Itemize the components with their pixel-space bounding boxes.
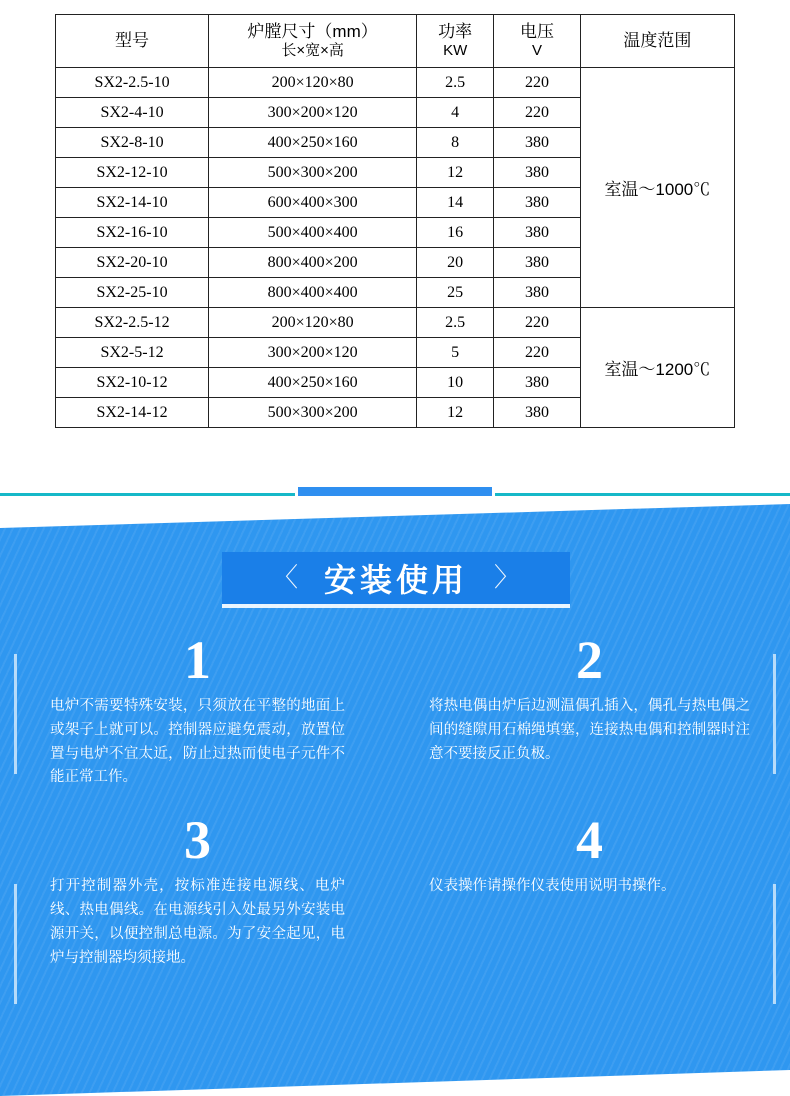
divider-line-right xyxy=(495,493,790,496)
step-text-3: 打开控制器外壳，按标准连接电源线、电炉线、热电偶线。在电源线引入处最另外安装电源开关，以便控制总电源。为了安全起见，电炉与控制器均须接地。 xyxy=(50,878,345,966)
step-number-1: 1 xyxy=(184,630,211,690)
cell-dimensions: 600×400×300 xyxy=(209,188,417,218)
cell-model: SX2-25-10 xyxy=(56,278,209,308)
column-header-dimensions xyxy=(209,15,417,68)
cell-model: SX2-2.5-10 xyxy=(56,68,209,98)
cell-model: SX2-2.5-12 xyxy=(56,308,209,338)
cell-model: SX2-12-10 xyxy=(56,158,209,188)
cell-dimensions: 400×250×160 xyxy=(209,368,417,398)
step-item-1 xyxy=(0,632,395,790)
cell-voltage: 380 xyxy=(494,278,581,308)
cell-power: 2.5 xyxy=(417,68,494,98)
column-header-power-sub: KW xyxy=(443,42,468,60)
step-item-2 xyxy=(395,632,790,790)
column-header-power-label: 功率 xyxy=(438,22,473,41)
cell-voltage: 380 xyxy=(494,158,581,188)
step-item-4 xyxy=(395,812,790,970)
cell-power: 16 xyxy=(417,218,494,248)
cell-voltage: 220 xyxy=(494,338,581,368)
cell-model: SX2-20-10 xyxy=(56,248,209,278)
cell-power: 12 xyxy=(417,398,494,428)
cell-power: 10 xyxy=(417,368,494,398)
cell-voltage: 220 xyxy=(494,308,581,338)
table-row xyxy=(56,308,735,338)
cell-voltage: 380 xyxy=(494,398,581,428)
section-divider xyxy=(0,487,790,501)
step-number-2: 2 xyxy=(576,630,603,690)
step-text-4: 仪表操作请操作仪表使用说明书操作。 xyxy=(429,878,676,895)
cell-temperature-range: 室温～1200℃ xyxy=(580,308,734,428)
step-number-3: 3 xyxy=(184,810,211,871)
column-header-temperature-label: 温度范围 xyxy=(623,31,692,51)
cell-model: SX2-16-10 xyxy=(56,218,209,248)
cell-power: 20 xyxy=(417,248,494,278)
cell-dimensions: 200×120×80 xyxy=(209,68,417,98)
cell-temperature-range: 室温～1000℃ xyxy=(580,68,734,308)
cell-voltage: 220 xyxy=(494,68,581,98)
divider-tab xyxy=(298,487,492,496)
column-header-voltage xyxy=(494,15,581,68)
column-header-dimensions-sub: 长×宽×高 xyxy=(281,42,344,60)
step-item-3 xyxy=(0,812,395,970)
cell-power: 2.5 xyxy=(417,308,494,338)
column-header-model xyxy=(56,15,209,68)
cell-dimensions: 500×300×200 xyxy=(209,398,417,428)
cell-dimensions: 500×300×200 xyxy=(209,158,417,188)
step-number-4: 4 xyxy=(576,810,603,871)
specification-table xyxy=(55,14,735,428)
chevron-left-icon: 〈 xyxy=(271,563,298,592)
cell-dimensions: 200×120×80 xyxy=(209,308,417,338)
cell-dimensions: 300×200×120 xyxy=(209,98,417,128)
cell-dimensions: 400×250×160 xyxy=(209,128,417,158)
step-text-1: 电炉不需要特殊安装，只须放在平整的地面上或架子上就可以。控制器应避免震动，放置位置与电炉不宜太近，防止过热而使电子元件不能正常工作。 xyxy=(50,697,345,786)
cell-power: 4 xyxy=(417,98,494,128)
column-header-voltage-sub: V xyxy=(531,42,542,60)
section-title-box xyxy=(222,552,570,604)
cell-dimensions: 500×400×400 xyxy=(209,218,417,248)
cell-dimensions: 800×400×400 xyxy=(209,278,417,308)
spec-table-wrapper xyxy=(55,14,735,428)
cell-model: SX2-5-12 xyxy=(56,338,209,368)
table-body xyxy=(56,68,735,428)
column-header-dimensions-label: 炉膛尺寸（mm） xyxy=(247,22,378,41)
cell-voltage: 380 xyxy=(494,368,581,398)
divider-line-left xyxy=(0,493,295,496)
cell-voltage: 220 xyxy=(494,98,581,128)
steps-container xyxy=(0,632,790,971)
column-header-power xyxy=(417,15,494,68)
table-header-row xyxy=(56,15,735,68)
cell-model: SX2-10-12 xyxy=(56,368,209,398)
cell-model: SX2-4-10 xyxy=(56,98,209,128)
cell-voltage: 380 xyxy=(494,218,581,248)
cell-power: 8 xyxy=(417,128,494,158)
cell-power: 12 xyxy=(417,158,494,188)
cell-voltage: 380 xyxy=(494,128,581,158)
cell-power: 5 xyxy=(417,338,494,368)
cell-model: SX2-14-10 xyxy=(56,188,209,218)
cell-model: SX2-8-10 xyxy=(56,128,209,158)
cell-model: SX2-14-12 xyxy=(56,398,209,428)
chevron-right-icon: 〉 xyxy=(494,563,521,592)
cell-voltage: 380 xyxy=(494,188,581,218)
column-header-temperature xyxy=(580,15,734,68)
column-header-model-label: 型号 xyxy=(115,31,150,51)
table-header xyxy=(56,15,735,68)
cell-power: 14 xyxy=(417,188,494,218)
cell-dimensions: 300×200×120 xyxy=(209,338,417,368)
table-row xyxy=(56,68,735,98)
installation-section xyxy=(0,504,790,1096)
cell-voltage: 380 xyxy=(494,248,581,278)
cell-power: 25 xyxy=(417,278,494,308)
step-text-2: 将热电偶由炉后边测温偶孔插入，偶孔与热电偶之间的缝隙用石棉绳填塞，连接热电偶和控制器时注意不要接反正负极。 xyxy=(429,697,750,762)
steps-row-top xyxy=(0,632,790,790)
cell-dimensions: 800×400×200 xyxy=(209,248,417,278)
section-title: 安装使用 xyxy=(323,562,468,598)
column-header-voltage-label: 电压 xyxy=(519,22,554,41)
section-title-underline xyxy=(222,604,570,608)
steps-row-bottom xyxy=(0,812,790,970)
